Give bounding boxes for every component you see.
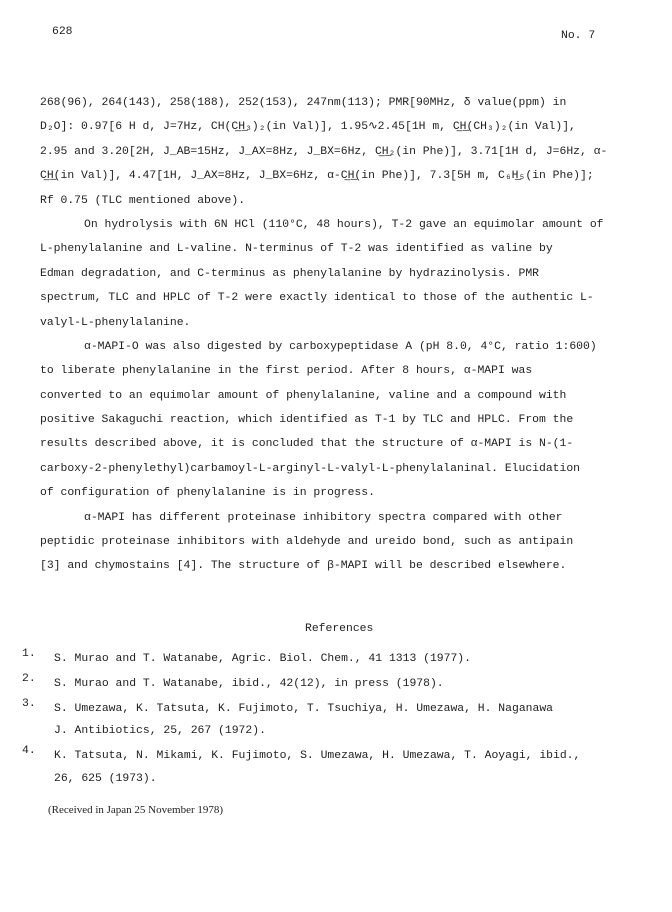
text-line: carboxy-2-phenylethyl)carbamoyl-L-arginyl-L-valyl-L-phenylalaninal. Elucidation — [40, 462, 581, 475]
text-line: Rf 0.75 (TLC mentioned above). — [40, 194, 246, 207]
reference-item — [22, 648, 652, 671]
text-line: α-MAPI has different proteinase inhibitory spectra compared with other — [84, 511, 563, 524]
paragraph — [40, 335, 652, 506]
reference-text: K. Tatsuta, N. Mikami, K. Fujimoto, S. Umezawa, H. Umezawa, T. Aoyagi, ibid., — [54, 750, 581, 763]
references-heading: References — [305, 623, 374, 635]
received-date: (Received in Japan 25 November 1978) — [48, 804, 224, 816]
reference-text: S. Murao and T. Watanabe, ibid., 42(12), in press (1978). — [54, 677, 444, 690]
reference-number: 3. — [22, 697, 36, 710]
reference-text: J. Antibiotics, 25, 267 (1972). — [54, 725, 266, 738]
reference-number: 4. — [22, 745, 36, 758]
text-line: 268(96), 264(143), 258(188), 252(153), 247nm(113); PMR[90MHz, δ value(ppm) in — [40, 97, 567, 109]
text-line: spectrum, TLC and HPLC of T-2 were exactly identical to those of the authentic L- — [40, 292, 594, 305]
body-text — [40, 91, 652, 579]
text-line: valyl-L-phenylalanine. — [40, 316, 191, 329]
text-line: converted to an equimolar amount of phenylalanine, valine and a compound with — [40, 389, 567, 402]
paragraph — [40, 506, 652, 579]
text-line: 2.95 and 3.20[2H, J_AB=15Hz, J_AX=8Hz, J_BX=6Hz, C͟H͟₂(in Phe)], 3.71[1H d, J=6Hz, α- — [40, 145, 608, 158]
reference-item — [22, 745, 652, 791]
text-line: Edman degradation, and C-terminus as phenylalanine by hydrazinolysis. PMR — [40, 267, 539, 280]
text-line: [3] and chymostains [4]. The structure of β-MAPI will be described elsewhere. — [40, 560, 567, 573]
text-line: L-phenylalanine and L-valine. N-terminus of T-2 was identified as valine by — [40, 243, 553, 256]
text-line: positive Sakaguchi reaction, which identified as T-1 by TLC and HPLC. From the — [40, 414, 574, 427]
reference-number: 2. — [22, 672, 36, 685]
text-line: of configuration of phenylalanine is in progress. — [40, 487, 375, 500]
reference-item — [22, 698, 652, 744]
text-line: to liberate phenylalanine in the first period. After 8 hours, α-MAPI was — [40, 365, 533, 378]
paragraph — [40, 213, 652, 335]
reference-item — [22, 673, 652, 696]
text-line: C͟H͟(in Val)], 4.47[1H, J_AX=8Hz, J_BX=6Hz, α-C͟H͟(in Phe)], 7.3[5H m, C₆H͟₅(in Phe)]; — [40, 170, 594, 183]
issue-number: No. 7 — [561, 30, 596, 42]
text-line: α-MAPI-O was also digested by carboxypeptidase A (pH 8.0, 4°C, ratio 1:600) — [84, 340, 597, 353]
reference-text: S. Umezawa, K. Tatsuta, K. Fujimoto, T. Tsuchiya, H. Umezawa, H. Naganawa — [54, 702, 553, 715]
paragraph — [40, 91, 652, 213]
reference-text: S. Murao and T. Watanabe, Agric. Biol. Chem., 41 1313 (1977). — [54, 653, 471, 665]
text-line: On hydrolysis with 6N HCl (110°C, 48 hours), T-2 gave an equimolar amount of — [84, 218, 604, 231]
reference-number: 1. — [22, 648, 36, 660]
references-list — [22, 648, 652, 793]
page-number: 628 — [52, 26, 73, 38]
text-line: D₂O]: 0.97[6 H d, J=7Hz, CH(C͟H͟₃)₂(in Val)], 1.95∿2.45[1H m, C͟H͟(CH₃)₂(in Val)], — [40, 121, 576, 134]
reference-text: 26, 625 (1973). — [54, 772, 157, 785]
text-line: results described above, it is concluded that the structure of α-MAPI is N-(1- — [40, 438, 574, 451]
text-line: peptidic proteinase inhibitors with aldehyde and ureido bond, such as antipain — [40, 536, 574, 549]
